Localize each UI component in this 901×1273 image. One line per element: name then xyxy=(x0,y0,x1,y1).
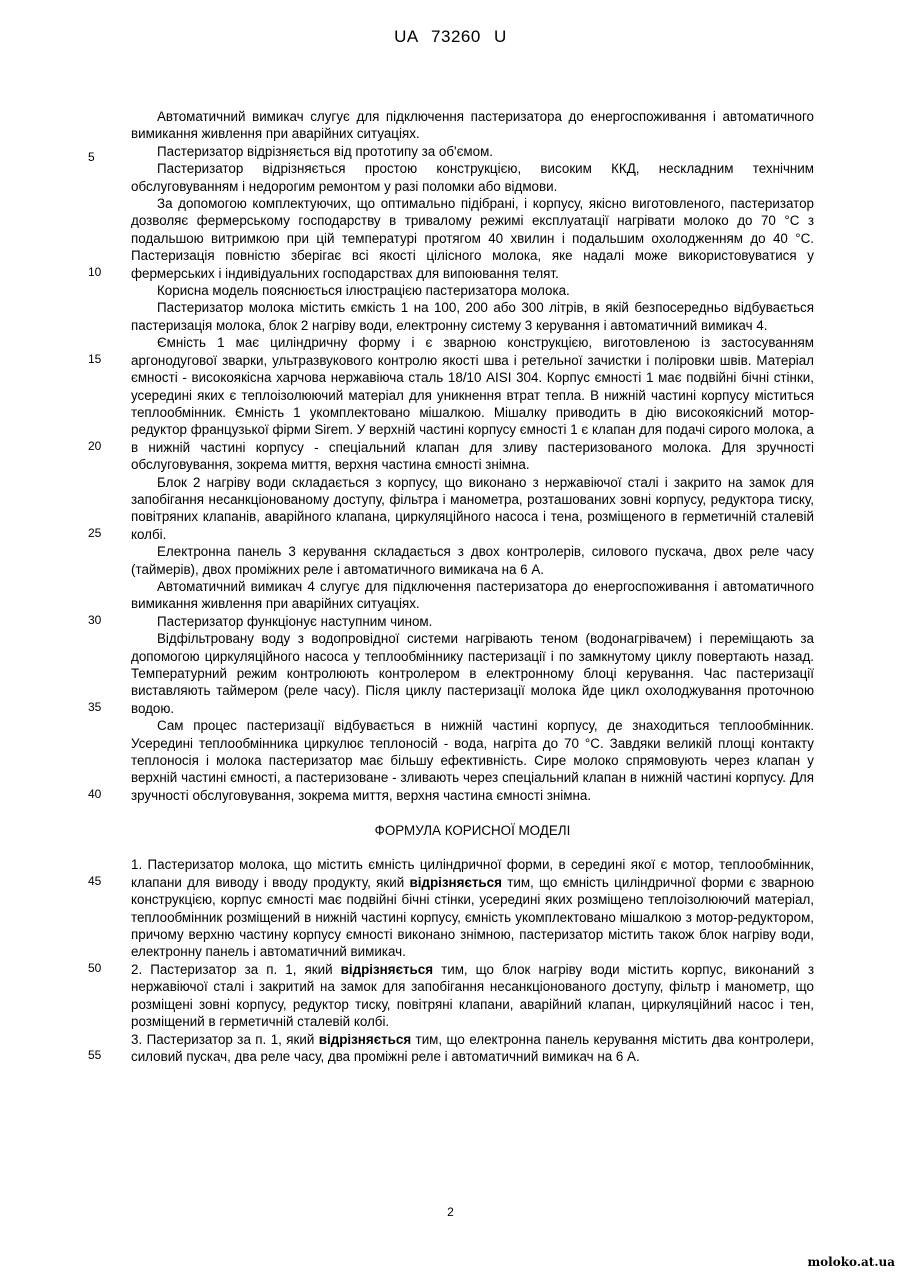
paragraph: Пастеризатор молока містить ємкість 1 на 100, 200 або 300 літрів, в якій безпосередньо відбувається пастеризація молока, блок 2 нагріву води, електронну систему 3 керування і автоматичний вимикач 4. xyxy=(131,300,814,333)
line-number: 20 xyxy=(88,439,102,453)
claim-text: тим, що ємність циліндричної форми є зварною конструкцією, корпус ємності має подвійні бічні стінки, усередині яких розміщено теплоізолюючий матеріал, теплообмінник розміщений в нижній частині корпусу, ємність укомплектовано мішалкою з мотор-редуктором, причому верхню частину корпусу ємності виконано знімною, пастеризатор містить також блок нагріву води, електронну панель і автоматичний вимикач. xyxy=(131,874,814,960)
claim-text: тим, що блок нагріву води містить корпус, виконаний з нержавіючої сталі і закритий на замок для запобігання несанкціонованого доступу, фільтр і манометр, що розміщені зовні корпусу, редуктор тиску, повітряні клапани, аварійний клапан, циркуляційний насос і тен, розміщений в герметичній сталевій колбі. xyxy=(131,961,814,1030)
paragraph: Пастеризатор відрізняється простою конструкцією, високим ККД, нескладним технічним обслуговуванням і недорогим ремонтом у разі поломки або відмови. xyxy=(131,161,814,194)
paragraph: За допомогою комплектуючих, що оптимально підібрані, і корпусу, якісно виготовленого, пастеризатор дозволяє фермерському господарству в тривалому режимі експлуатації нагрівати молоко до 70 °С з подальшою витримкою при цій температурі протягом 40 хвилин і подальшим охолодженням до 40 °С. Пастеризація повністю зберігає всі якості цілісного молока, яке надалі може використовуватися у фермерських і індивідуальних господарствах для випоювання телят. xyxy=(131,196,814,281)
claims-heading: ФОРМУЛА КОРИСНОЇ МОДЕЛІ xyxy=(374,822,571,838)
paragraph: Автоматичний вимикач слугує для підключення пастеризатора до енергоспоживання і автоматичного вимикання живлення при аварійних ситуаціях. xyxy=(131,109,814,142)
line-number: 50 xyxy=(88,961,102,975)
claim-text: 3. Пастеризатор за п. 1, який xyxy=(131,1031,319,1047)
paragraph: Блок 2 нагріву води складається з корпусу, що виконано з нержавіючої сталі і закрито на замок для запобігання несанкціонованому доступу, фільтра і манометра, розташованих зовні корпусу, редуктора тиску, повітряних клапанів, аварійного клапана, циркуляційного насоса і тена, розміщеного в герметичній сталевій колбі. xyxy=(131,474,814,542)
paragraph: Автоматичний вимикач 4 слугує для підключення пастеризатора до енергоспоживання і автоматичного вимикання живлення при аварійних ситуаціях. xyxy=(131,578,814,612)
claim-2 xyxy=(131,961,814,1031)
line-number: 30 xyxy=(88,613,102,627)
claim-3 xyxy=(131,1031,814,1066)
claim-keyword: відрізняється xyxy=(340,961,434,977)
line-number: 35 xyxy=(88,700,102,714)
paragraph: Корисна модель пояснюється ілюстрацією пастеризатора молока. xyxy=(157,283,570,299)
paragraph: Пастеризатор функціонує наступним чином. xyxy=(157,613,433,629)
line-number: 55 xyxy=(88,1048,102,1062)
line-number: 40 xyxy=(88,787,102,801)
page-number: 2 xyxy=(447,1205,454,1219)
claim-text: 2. Пастеризатор за п. 1, який xyxy=(131,961,341,977)
line-number: 45 xyxy=(88,874,102,888)
line-number: 5 xyxy=(88,150,95,164)
paragraph: Ємність 1 має циліндричну форму і є зварною конструкцією, виготовленою із застосуванням аргонодугової зварки, ультразвукового контролю якості шва і ретельної зачистки і поліровки швів. Матеріал ємності - високоякісна харчова нержавіюча сталь 18/10 AISI 304. Корпус ємності 1 має подвійні бічні стінки, усередині яких є теплоізолюючий матеріал для уникнення втрат тепла. В нижній частині корпусу міститься теплообмінник. Ємність 1 укомплектовано мішалкою. Мішалку приводить в дію високоякісний мотор-редуктор французької фірми Sirem. У верхній частині корпусу ємності 1 є клапан для подачі сирого молока, а в нижній частині корпусу - спеціальний клапан для зливу пастеризованого молока. Для зручності обслуговування, зокрема миття, верхня частина ємності знімна. xyxy=(131,335,814,473)
claim-text: тим, що електронна панель керування містить два контролери, силовий пускач, два реле часу, два проміжні реле і автоматичний вимикач на 6 А. xyxy=(131,1031,814,1064)
claim-1 xyxy=(131,856,814,960)
paragraph: Електронна панель 3 керування складається з двох контролерів, силового пускача, двох реле часу (таймерів), двох проміжних реле і автоматичного вимикача на 6 А. xyxy=(131,544,814,577)
patent-number-header: UA 73260 U xyxy=(394,27,507,46)
paragraph: Пастеризатор відрізняється від прототипу за об'ємом. xyxy=(157,143,494,159)
claim-keyword: відрізняється xyxy=(318,1031,412,1047)
line-number: 25 xyxy=(88,526,102,540)
paragraph: Відфільтровану воду з водопровідної системи нагрівають теном (водонагрівачем) і переміщають за допомогою циркуляційного насоса у теплообміннику пастеризації і по замкнутому циклу повертають назад. Температурний режим контролюють контролером в електронному блоці керування. Час пастеризації виставляють таймером (реле часу). Після циклу пастеризації молока йде цикл охолоджування проточною водою. xyxy=(131,631,814,716)
paragraph: Сам процес пастеризації відбувається в нижній частині корпусу, де знаходиться теплообмінник. Усередині теплообмінника циркулює теплоносій - вода, нагріта до 70 °С. Завдяки великій площі контакту теплоносія і молока пастеризатор має більшу ефективність. Сире молоко спрямовують через клапан у верхній частині ємності, а пастеризоване - зливають через спеціальний клапан в нижній частині корпусу. Для зручності обслуговування, зокрема миття, верхня частина ємності знімна. xyxy=(131,718,814,803)
claim-keyword: відрізняється xyxy=(409,874,502,890)
document-body xyxy=(131,108,814,1065)
line-number: 10 xyxy=(88,265,102,279)
claim-text: 1. Пастеризатор молока, що містить ємність циліндричної форми, в середині якої є мотор, теплообмінник, клапани для виводу і вводу продукту, який xyxy=(131,857,814,890)
line-number: 15 xyxy=(88,352,102,366)
site-watermark: moloko.at.ua xyxy=(807,1255,895,1269)
